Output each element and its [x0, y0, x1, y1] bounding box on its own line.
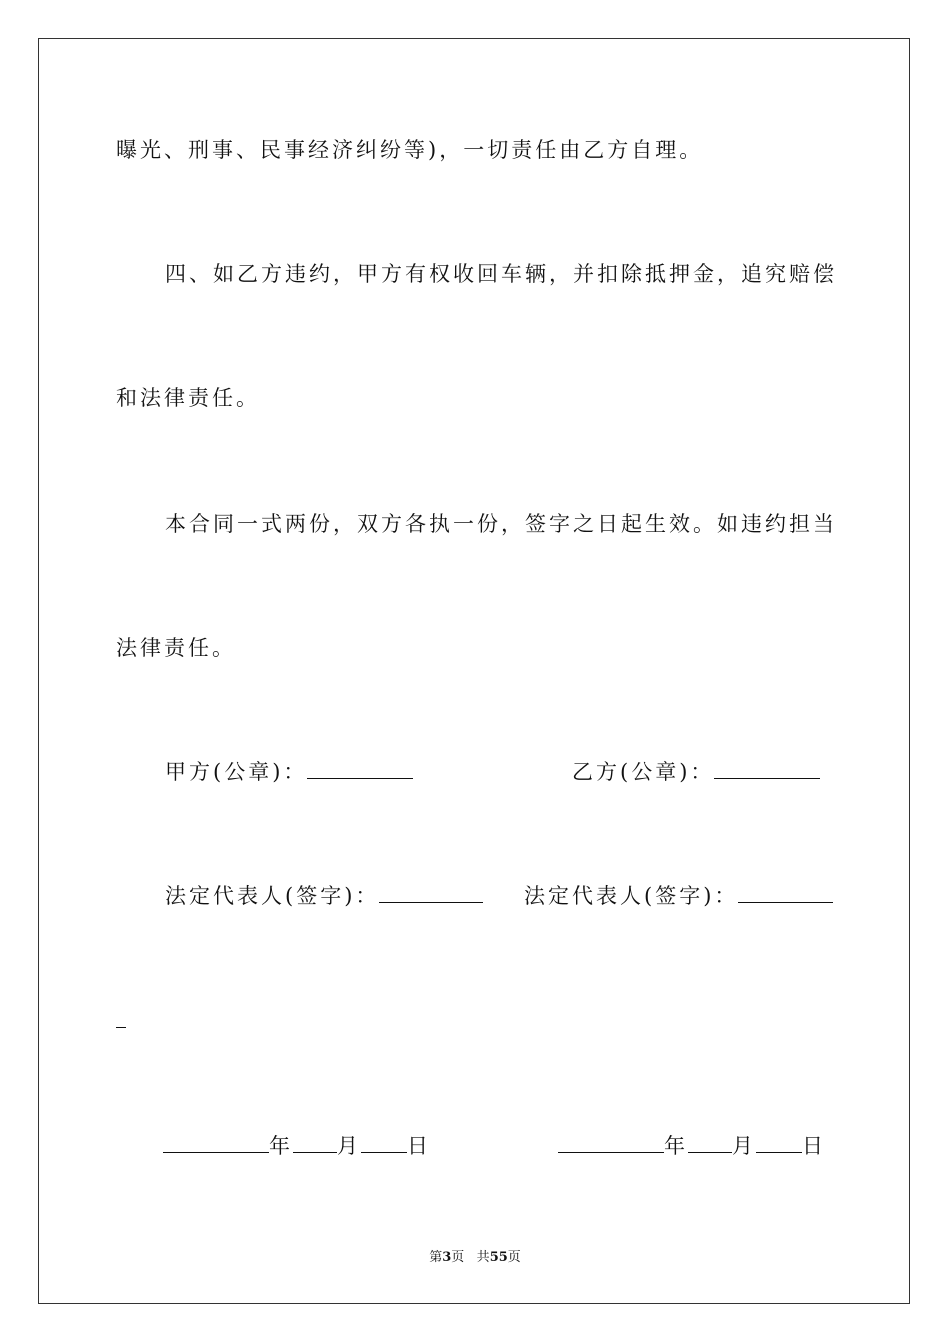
- party-b-seal-label: 乙方(公章)：: [572, 760, 715, 784]
- page-footer: [0, 1246, 950, 1265]
- paragraph-line: 和法律责任。: [116, 386, 260, 410]
- rep-b-label: 法定代表人(签字)：: [524, 884, 739, 908]
- year-label: 年: [664, 1134, 688, 1158]
- footer-page-word: 页: [451, 1250, 465, 1265]
- party-a-seal-line: [165, 758, 413, 786]
- month-blank: [293, 1134, 337, 1153]
- rep-a-line: [165, 882, 483, 910]
- rep-a-label: 法定代表人(签字)：: [165, 884, 380, 908]
- year-blank: [163, 1134, 269, 1153]
- year-blank: [558, 1134, 664, 1153]
- rep-b-line: [524, 882, 833, 910]
- rep-a-blank: [379, 884, 483, 903]
- footer-prefix: 第: [429, 1250, 443, 1265]
- party-a-seal-blank: [307, 760, 413, 779]
- month-label: 月: [337, 1134, 361, 1158]
- page-border: [38, 38, 910, 1304]
- month-label: 月: [732, 1134, 756, 1158]
- date-line-b: [558, 1132, 826, 1160]
- paragraph-line: 曝光、刑事、民事经济纠纷等)，一切责任由乙方自理。: [116, 138, 704, 162]
- paragraph-line: 四、如乙方违约，甲方有权收回车辆，并扣除抵押金，追究赔偿: [165, 262, 837, 286]
- paragraph-line: 本合同一式两份，双方各执一份，签字之日起生效。如违约担当: [165, 512, 837, 536]
- footer-total-suffix: 页: [507, 1250, 521, 1265]
- party-b-seal-line: [572, 758, 820, 786]
- day-blank: [361, 1134, 407, 1153]
- overflow-blank: [116, 1027, 126, 1028]
- paragraph-line: 法律责任。: [116, 636, 236, 660]
- day-label: 日: [802, 1134, 826, 1158]
- footer-total-prefix: 共: [476, 1250, 490, 1265]
- day-label: 日: [407, 1134, 431, 1158]
- party-a-seal-label: 甲方(公章)：: [165, 760, 308, 784]
- year-label: 年: [269, 1134, 293, 1158]
- rep-b-blank: [738, 884, 833, 903]
- day-blank: [756, 1134, 802, 1153]
- current-page-number: 3: [442, 1250, 452, 1265]
- total-pages-number: 55: [489, 1250, 508, 1265]
- party-b-seal-blank: [714, 760, 820, 779]
- date-line-a: [163, 1132, 431, 1160]
- month-blank: [688, 1134, 732, 1153]
